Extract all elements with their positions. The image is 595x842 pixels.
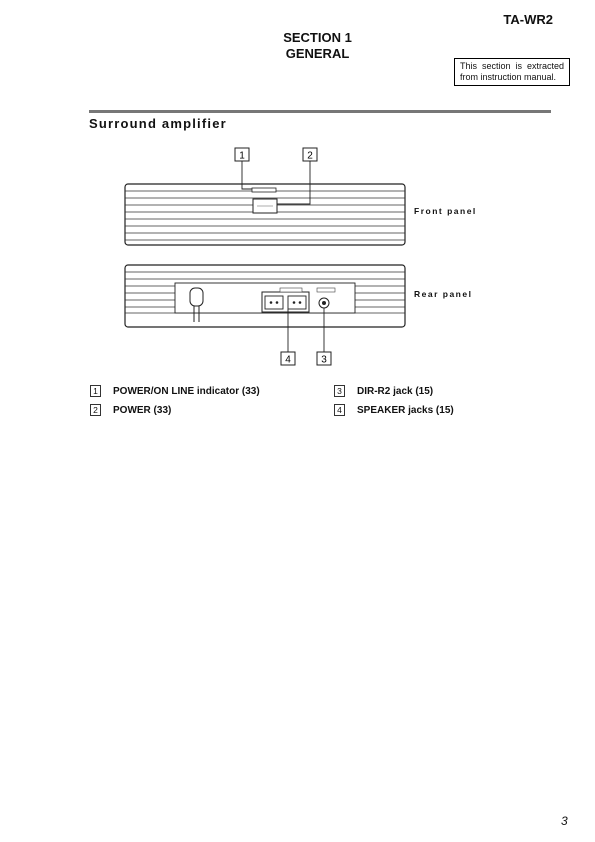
legend-item-1-number: 1 xyxy=(90,385,101,397)
legend-item-3-text: DIR-R2 jack (15) xyxy=(357,385,434,397)
legend-item-3 xyxy=(334,385,433,397)
callout-4-label: 4 xyxy=(285,354,291,366)
legend-item-1-text: POWER/ON LINE indicator (33) xyxy=(113,385,260,397)
rear-panel-drawing xyxy=(125,265,405,327)
page-number: 3 xyxy=(561,814,568,828)
speaker-jack-right xyxy=(288,296,306,309)
legend-item-3-number: 3 xyxy=(334,385,345,397)
rear-panel-label: Rear panel xyxy=(414,289,473,299)
page-heading: Surround amplifier xyxy=(89,116,227,131)
model-number: TA-WR2 xyxy=(503,12,553,27)
legend-item-4-number: 4 xyxy=(334,404,345,416)
callout-1-label: 1 xyxy=(239,150,245,162)
speaker-jack-left xyxy=(265,296,283,309)
legend-item-2 xyxy=(90,404,171,416)
power-cord-drawing xyxy=(190,288,203,306)
legend-item-1 xyxy=(90,385,260,397)
front-panel-drawing xyxy=(125,184,405,245)
heading-rule xyxy=(89,110,551,113)
front-panel-label: Front panel xyxy=(414,206,477,216)
amplifier-diagram xyxy=(110,140,490,375)
section-line-1: SECTION 1 xyxy=(283,30,352,45)
callout-3-label: 3 xyxy=(321,354,327,366)
legend-item-2-number: 2 xyxy=(90,404,101,416)
section-line-2: GENERAL xyxy=(285,46,350,61)
power-indicator-drawing xyxy=(252,188,276,192)
legend-item-4 xyxy=(334,404,454,416)
legend-item-4-text: SPEAKER jacks (15) xyxy=(357,404,454,416)
legend-item-2-text: POWER (33) xyxy=(113,404,172,416)
callout-2-label: 2 xyxy=(307,150,313,162)
extract-note-box: This section is extracted from instruction manual. xyxy=(454,58,570,86)
callout-1 xyxy=(235,148,252,189)
